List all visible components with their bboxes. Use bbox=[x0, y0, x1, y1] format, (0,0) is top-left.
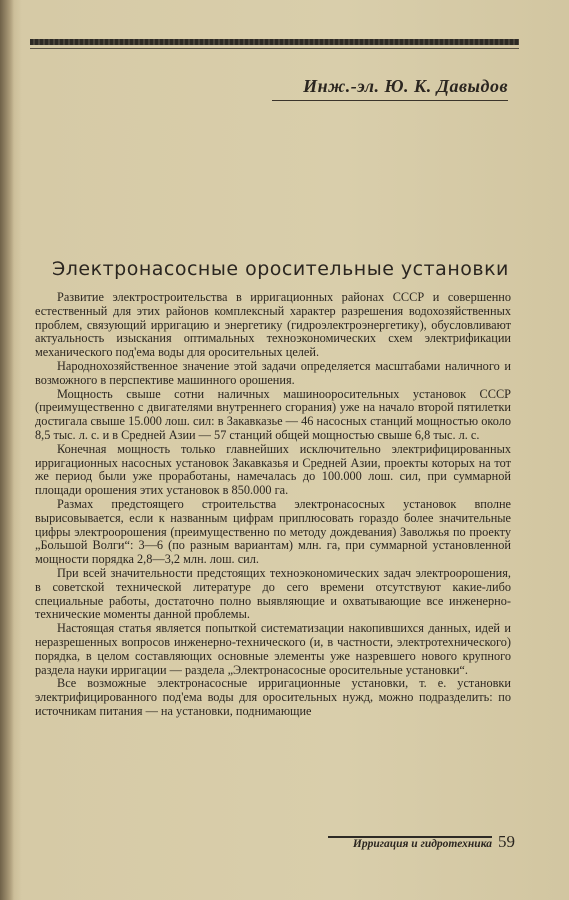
author-rule bbox=[272, 100, 508, 101]
article-title: Электронасосные оросительные установки bbox=[52, 258, 509, 280]
paragraph: Народнохозяйственное значение этой задачи определяется масштабами наличного и возможного в перспективе машинного орошения. bbox=[35, 358, 511, 387]
top-rule-thin bbox=[30, 48, 519, 49]
paragraph: При всей значительности предстоящих техноэкономических задач электроорошения, в советской технической литературе до сего времени отсутствуют какие-либо специальные работы, достаточно полно выявляющие и охватывающие все инженерно-технические моменты данной проблемы. bbox=[35, 565, 511, 622]
paragraph: Все возможные электронасосные ирригационные установки, т. е. установки электрифицированного под'ема воды для оросительных нужд, можно подразделить: по источникам питания — на установки, поднимающие bbox=[35, 676, 511, 718]
journal-name: Ирригация и гидротехника bbox=[352, 838, 492, 850]
paragraph: Размах предстоящего строительства электронасосных установок вполне вырисовывается, если к названным цифрам приплюсовать гораздо более значительные цифры электроорошения (преимущественно по методу дождевания) Заволжья по проекту „Большой Волги“: 3—6 (по разным вариантам) млн. га, при суммарной установленной мощности порядка 2,8—3,2 млн. лош. сил. bbox=[35, 496, 511, 567]
paragraph: Конечная мощность только главнейших исключительно электрифицированных ирригационных насосных установок Закавказья и Средней Азии, проекты которых на тот же период были уже проработаны, намечалась до 100.000 лош. сил, при суммарной площади орошения этих установок в 850.000 га. bbox=[35, 441, 511, 498]
author-line: Инж.-эл. Ю. К. Давыдов bbox=[303, 76, 508, 96]
page-number: 59 bbox=[498, 832, 515, 851]
paragraph: Мощность свыше сотни наличных машинооросительных установок СССР (преимущественно с двигателями внутреннего сгорания) уже на начало второй пятилетки достигала свыше 15.000 лош. сил: в Закавказье — 46 насосных станций мощностью около 8,5 тыс. л. с. и в Средней Азии — 57 станций общей мощностью свыше 6,8 тыс. л. с. bbox=[35, 386, 511, 442]
page-spine-shadow bbox=[0, 0, 14, 900]
paragraph: Развитие электростроительства в ирригационных районах СССР и совершенно естественный для этих районов комплексный характер разрешения водохозяйственных проблем, связующий ирригацию и энергетику (гидроэлектроэнергетику), обусловливают актуальность изыскания оптимальных техноэкономических схем электрификации механического под'ема воды для оросительных целей. bbox=[35, 290, 511, 360]
article-body bbox=[35, 291, 511, 719]
top-rule bbox=[30, 39, 519, 45]
paragraph: Настоящая статья является попыткой систематизации накопившихся данных, идей и неразрешенных вопросов инженерно-технического (и, в частности, электротехнического) порядка, в целом составляющих основные элементы уже назревшего нового крупного раздела науки ирригации — раздела „Электронасосные оросительные установки“. bbox=[35, 621, 511, 677]
